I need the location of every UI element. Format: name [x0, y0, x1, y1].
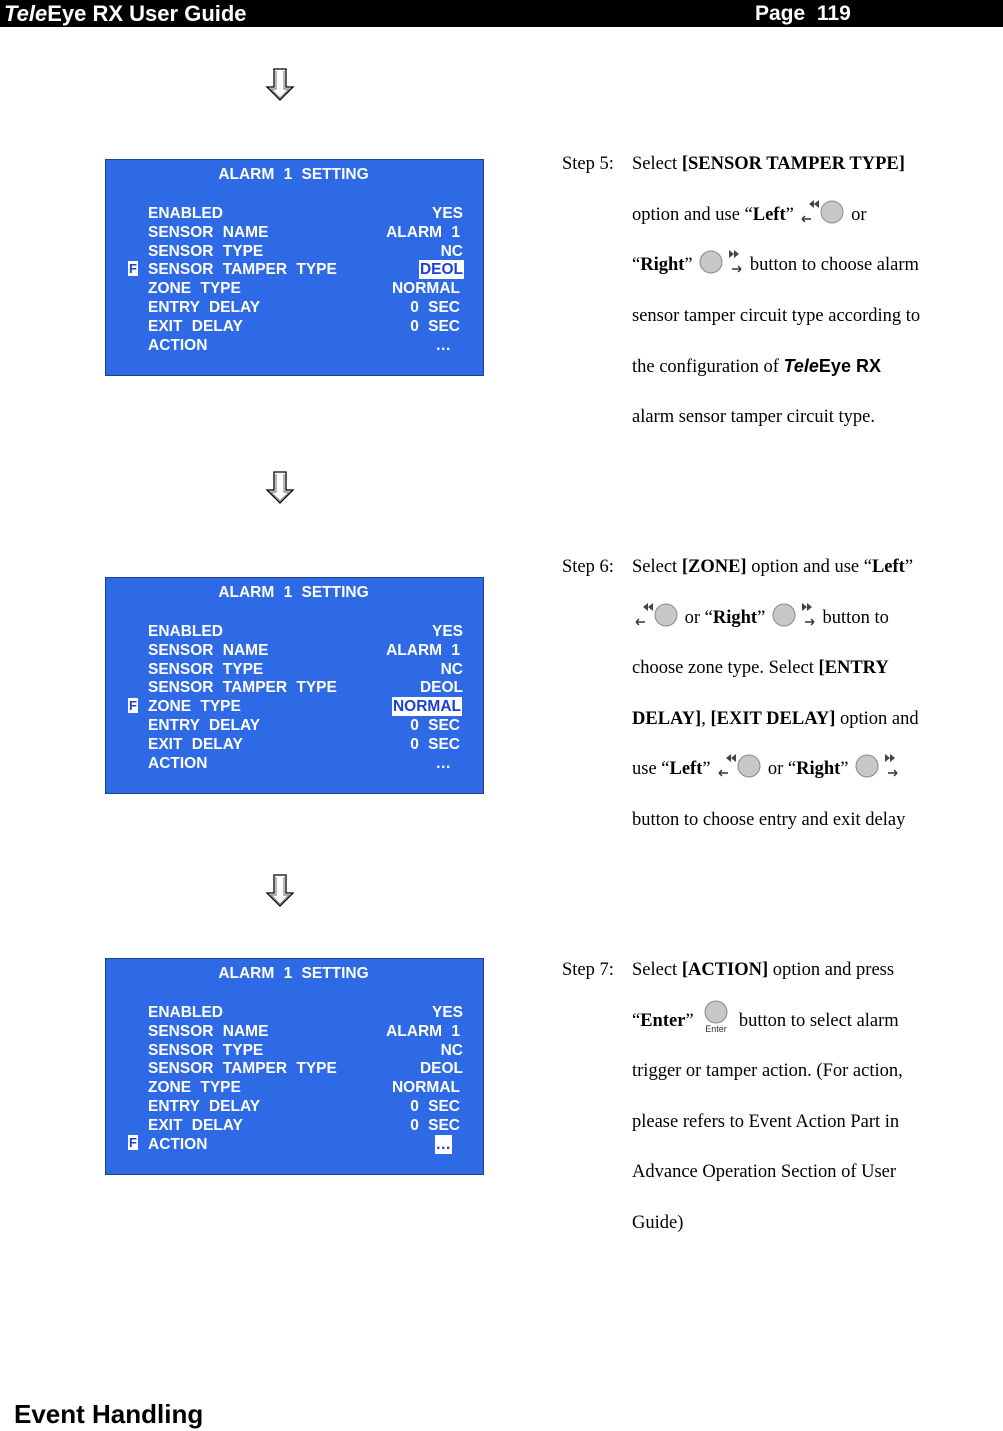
- text: option and use “: [746, 557, 872, 577]
- osd-value: …: [435, 754, 451, 772]
- page-header: [0, 0, 1003, 27]
- osd-value: …: [435, 336, 451, 354]
- text: use “: [632, 759, 670, 780]
- button-name: Left: [669, 759, 703, 780]
- osd-row-enabled: [148, 622, 464, 641]
- right-button-icon: [855, 752, 899, 778]
- osd-value: YES: [431, 1004, 463, 1021]
- osd-screen-action: [105, 958, 484, 1175]
- osd-value: 0 SEC: [410, 717, 460, 734]
- osd-value: 0 SEC: [410, 735, 460, 753]
- text: ”: [785, 204, 794, 225]
- right-button-icon: [699, 248, 743, 274]
- enter-caption: Enter: [705, 1023, 728, 1034]
- osd-row-sensor-type: [148, 1041, 464, 1060]
- option-name: [ACTION]: [681, 960, 769, 980]
- osd-label: SENSOR NAME: [148, 1022, 269, 1040]
- osd-value: 0 SEC: [410, 299, 460, 316]
- brand-name: [784, 356, 881, 376]
- button-name: Left: [871, 557, 905, 577]
- text: option and use “: [632, 204, 753, 225]
- osd-label: EXIT DELAY: [148, 317, 243, 335]
- step-label: Step 6:: [562, 557, 614, 577]
- step-line: sensor tamper circuit type according to: [632, 305, 921, 326]
- osd-value: ALARM 1: [386, 641, 460, 659]
- osd-value: NC: [440, 660, 463, 678]
- osd-row-sensor-type: [148, 242, 464, 261]
- osd-value: ALARM 1: [386, 1022, 460, 1040]
- osd-label: SENSOR TAMPER TYPE: [148, 261, 337, 279]
- text: ”: [904, 557, 914, 577]
- button-name: Right: [712, 607, 758, 628]
- brand-italic: Tele: [4, 1, 48, 26]
- osd-label: ENTRY DELAY: [148, 299, 261, 316]
- osd-row-sensor-name: [148, 641, 464, 660]
- osd-row-enabled: [148, 204, 464, 223]
- down-arrow-icon: [265, 68, 295, 102]
- osd-value: NC: [440, 242, 463, 260]
- osd-label: ZONE TYPE: [148, 698, 241, 716]
- osd-value-selected: DEOL: [419, 261, 463, 279]
- text: Select: [632, 960, 682, 980]
- step-line: [562, 190, 992, 241]
- button-name: Right: [640, 255, 685, 276]
- osd-label: ZONE TYPE: [148, 280, 241, 298]
- osd-row-action: [148, 336, 464, 355]
- osd-label: EXIT DELAY: [148, 735, 243, 753]
- osd-label: ACTION: [148, 754, 208, 772]
- text: Select: [632, 557, 682, 577]
- step-line: [562, 542, 992, 593]
- osd-title: ALARM 1 SETTING: [218, 965, 369, 982]
- text: ,: [701, 708, 711, 729]
- osd-row-entry-delay: [148, 1097, 464, 1116]
- button-name: Enter: [640, 1010, 686, 1031]
- osd-label: SENSOR NAME: [148, 641, 269, 659]
- button-name: Left: [752, 204, 786, 225]
- text: option and: [835, 708, 919, 729]
- step-line: button to choose entry and exit delay: [632, 809, 906, 830]
- text: choose zone type. Select: [632, 658, 819, 679]
- page-label: Page: [755, 2, 806, 25]
- step-line: [562, 139, 992, 190]
- text: button to select alarm: [734, 1010, 899, 1031]
- osd-label: EXIT DELAY: [148, 1116, 243, 1134]
- osd-label: SENSOR TYPE: [148, 1041, 264, 1059]
- osd-label: SENSOR TYPE: [148, 660, 264, 678]
- text: ”: [757, 607, 766, 628]
- guide-label: User Guide: [129, 1, 247, 26]
- osd-label: SENSOR TAMPER TYPE: [148, 1060, 337, 1078]
- osd-value: NORMAL: [391, 1079, 460, 1097]
- osd-row-sensor-type: [148, 660, 464, 679]
- osd-label: ZONE TYPE: [148, 1079, 241, 1097]
- osd-label: ENABLED: [148, 1004, 223, 1021]
- osd-row-exit-delay: [148, 1116, 464, 1135]
- osd-title: ALARM 1 SETTING: [218, 584, 369, 601]
- page-indicator: [755, 0, 851, 27]
- step-line: trigger or tamper action. (For action,: [632, 1061, 903, 1082]
- text: Select: [632, 154, 682, 174]
- osd-screen-tamper-type: [105, 159, 484, 376]
- osd-label: ENTRY DELAY: [148, 717, 261, 734]
- button-name: Right: [796, 759, 841, 780]
- osd-label: ENTRY DELAY: [148, 1098, 261, 1115]
- down-arrow-icon: [265, 471, 295, 505]
- text: the configuration of: [632, 357, 784, 378]
- enter-button-icon: [701, 1000, 731, 1034]
- osd-row-entry-delay: [148, 298, 464, 317]
- osd-value: YES: [431, 623, 463, 640]
- osd-row-exit-delay: [148, 735, 464, 754]
- page-number: 119: [816, 2, 851, 25]
- step-line: Advance Operation Section of User: [632, 1162, 897, 1183]
- osd-row-exit-delay: [148, 317, 464, 336]
- right-button-icon: [772, 601, 816, 627]
- step-line: [562, 694, 992, 745]
- step-line: alarm sensor tamper circuit type.: [632, 406, 875, 427]
- step-line: please refers to Event Action Part in: [632, 1111, 900, 1132]
- osd-row-action: [148, 754, 464, 773]
- text: “: [632, 255, 641, 276]
- option-name: [ZONE]: [681, 557, 747, 577]
- step-line: [562, 643, 992, 694]
- step-line: [562, 945, 992, 996]
- osd-row-sensor-name: [148, 223, 464, 242]
- option-name: DELAY]: [632, 708, 702, 729]
- step-label: Step 5:: [562, 154, 614, 174]
- step-line: [562, 240, 992, 291]
- osd-label: ENABLED: [148, 623, 223, 640]
- osd-value: DEOL: [419, 1060, 463, 1078]
- osd-row-tamper-type: [148, 678, 464, 697]
- left-button-icon: [717, 752, 761, 778]
- osd-label: SENSOR NAME: [148, 223, 269, 241]
- section-footer: Event Handling: [14, 1399, 204, 1429]
- down-arrow-icon: [265, 874, 295, 908]
- osd-value: 0 SEC: [410, 317, 460, 335]
- text: or “: [680, 607, 713, 628]
- osd-row-tamper-type: [148, 260, 464, 279]
- osd-row-entry-delay: [148, 716, 464, 735]
- text: ”: [685, 1010, 694, 1031]
- text: button to: [817, 607, 889, 628]
- text: or “: [763, 759, 797, 780]
- step-line: [562, 341, 992, 392]
- osd-row-zone-type: [148, 1078, 464, 1097]
- osd-value: YES: [431, 205, 463, 222]
- step-line: [562, 593, 992, 644]
- step-6: [562, 542, 992, 846]
- osd-row-zone-type: [148, 279, 464, 298]
- osd-row-enabled: [148, 1003, 464, 1022]
- osd-row-zone-type: [148, 697, 464, 716]
- option-name: [SENSOR TAMPER TYPE]: [681, 154, 905, 174]
- osd-row-action: [148, 1135, 464, 1154]
- option-name: [EXIT DELAY]: [710, 708, 836, 729]
- osd-cursor-icon: F: [129, 261, 137, 276]
- left-button-icon: [800, 198, 844, 224]
- osd-label: ACTION: [148, 1135, 208, 1153]
- osd-value: NC: [440, 1041, 463, 1059]
- osd-value: DEOL: [419, 679, 463, 697]
- osd-label: SENSOR TYPE: [148, 242, 264, 260]
- osd-row-tamper-type: [148, 1059, 464, 1078]
- osd-screen-zone-type: [105, 577, 484, 794]
- text: button to choose alarm: [745, 255, 919, 276]
- osd-value: 0 SEC: [410, 1116, 460, 1134]
- document-title: [4, 0, 247, 27]
- step-label: Step 7:: [562, 960, 614, 980]
- brand-rest: Eye RX: [47, 1, 124, 26]
- option-name: [ENTRY: [818, 658, 889, 679]
- osd-value-selected: …: [435, 1135, 451, 1153]
- step-line: Guide): [632, 1212, 684, 1233]
- step-5: [562, 139, 992, 443]
- text: ”: [840, 759, 849, 780]
- text: option and press: [768, 960, 895, 980]
- text: ”: [702, 759, 711, 780]
- osd-row-sensor-name: [148, 1022, 464, 1041]
- osd-label: ENABLED: [148, 205, 223, 222]
- osd-cursor-icon: F: [129, 1135, 137, 1150]
- brand-rest: Eye RX: [818, 356, 881, 377]
- osd-value: NORMAL: [391, 280, 460, 298]
- osd-value: 0 SEC: [410, 1098, 460, 1115]
- osd-value: ALARM 1: [386, 223, 460, 241]
- osd-value-selected: NORMAL: [392, 698, 461, 716]
- osd-title: ALARM 1 SETTING: [218, 166, 369, 183]
- step-line: [562, 996, 992, 1047]
- left-button-icon: [634, 601, 678, 627]
- brand-italic: Tele: [783, 356, 819, 377]
- osd-label: SENSOR TAMPER TYPE: [148, 679, 337, 697]
- step-line: [562, 744, 992, 795]
- text: ”: [684, 255, 693, 276]
- step-7: [562, 945, 992, 1249]
- osd-cursor-icon: F: [129, 698, 137, 713]
- text: or: [846, 204, 867, 225]
- text: “: [632, 1010, 641, 1031]
- osd-label: ACTION: [148, 336, 208, 354]
